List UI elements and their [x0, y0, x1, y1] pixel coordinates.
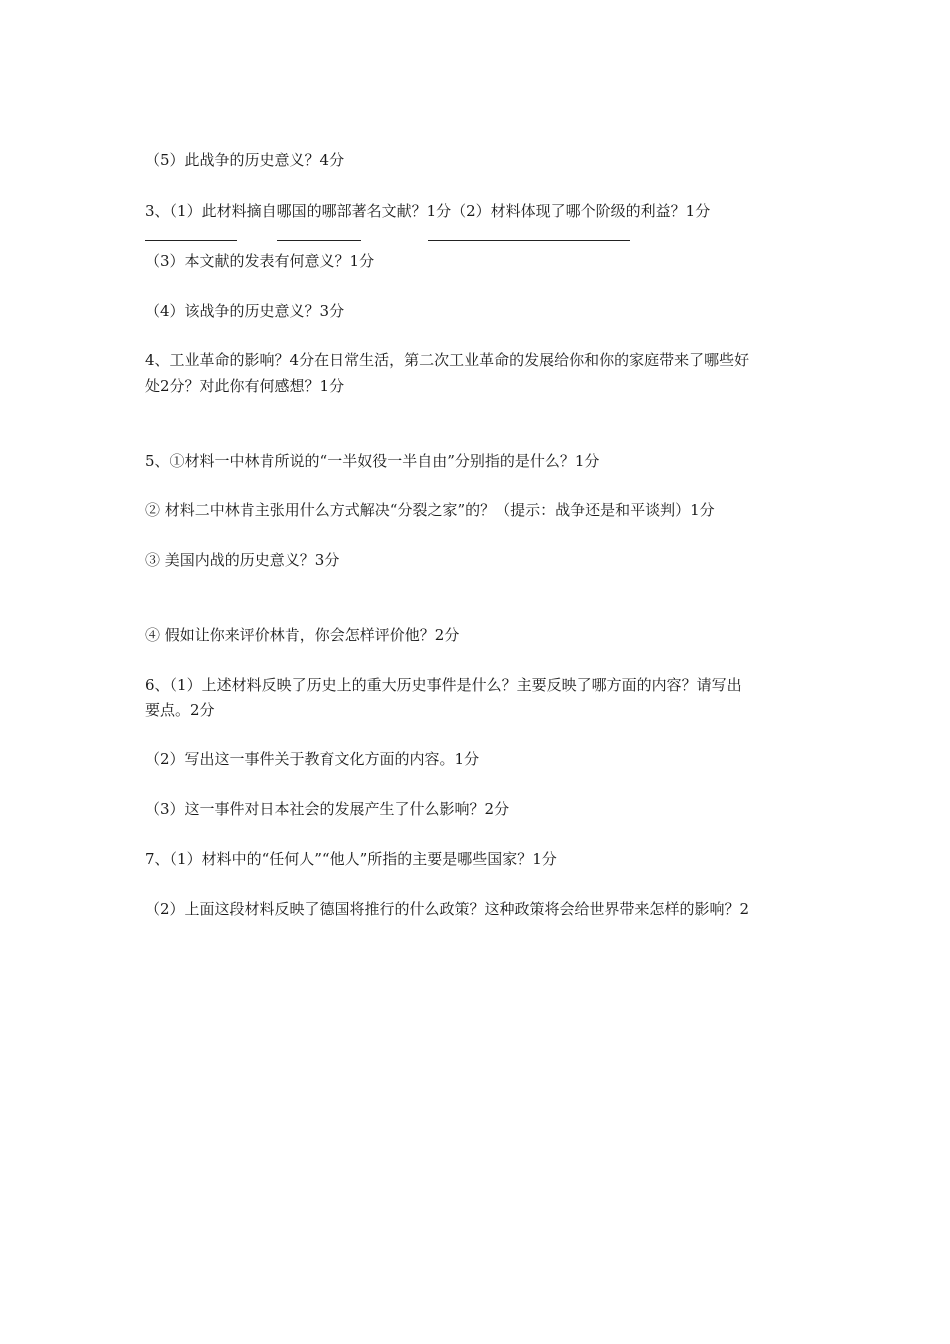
question-6-part-1-line-1: 6、（1）上述材料反映了历史上的重大历史事件是什么？主要反映了哪方面的内容？请写出	[145, 676, 742, 694]
answer-blank-2[interactable]	[277, 240, 361, 241]
answer-blank-1[interactable]	[145, 240, 237, 241]
question-5-part-1: 5、①材料一中林肯所说的“一半奴役一半自由”分别指的是什么？1分	[145, 452, 600, 470]
answer-blank-3[interactable]	[428, 240, 630, 241]
question-5-part-3: ③ 美国内战的历史意义？3分	[145, 551, 340, 569]
question-2-part-5: （5）此战争的历史意义？4分	[145, 151, 345, 169]
question-3-part-4: （4）该战争的历史意义？3分	[145, 302, 345, 320]
question-7-part-1: 7、（1）材料中的“任何人”“他人”所指的主要是哪些国家？1分	[145, 850, 557, 868]
question-3-part-1-2: 3、（1）此材料摘自哪国的哪部著名文献？1分（2）材料体现了哪个阶级的利益？1分	[145, 202, 711, 220]
question-5-part-4: ④ 假如让你来评价林肯，你会怎样评价他？2分	[145, 626, 460, 644]
question-7-part-2: （2）上面这段材料反映了德国将推行的什么政策？这种政策将会给世界带来怎样的影响？2	[145, 900, 750, 918]
question-4-line-2: 处2分？对此你有何感想？1分	[145, 377, 345, 395]
question-6-part-2: （2）写出这一事件关于教育文化方面的内容。1分	[145, 750, 480, 768]
question-6-part-1-line-2: 要点。2分	[145, 701, 215, 719]
question-6-part-3: （3）这一事件对日本社会的发展产生了什么影响？2分	[145, 800, 510, 818]
question-3-part-3: （3）本文献的发表有何意义？1分	[145, 252, 375, 270]
question-5-part-2: ② 材料二中林肯主张用什么方式解决“分裂之家”的？（提示：战争还是和平谈判）1分	[145, 501, 715, 519]
question-4-line-1: 4、工业革命的影响？4分在日常生活，第二次工业革命的发展给你和你的家庭带来了哪些好	[145, 351, 750, 369]
